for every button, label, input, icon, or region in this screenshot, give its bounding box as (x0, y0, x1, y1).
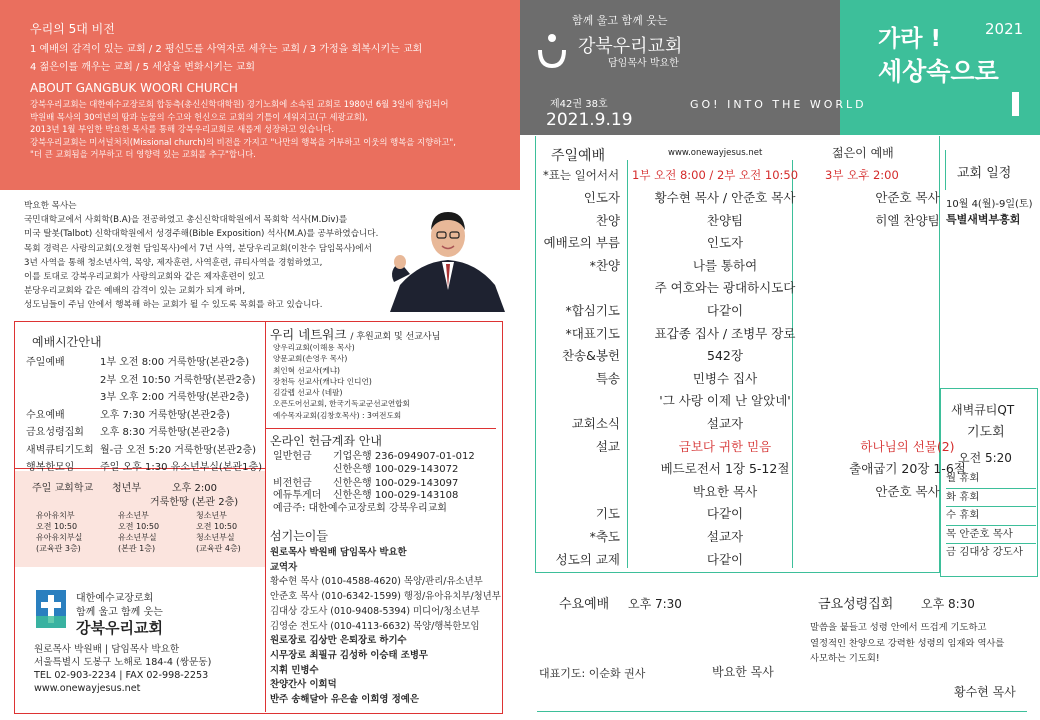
bio-line: 박요한 목사는 (24, 201, 77, 211)
bio-line: 미국 탈봇(Talbot) 신학대학원에서 성경주해(Bible Exposition) 석사(M.A)를 공부하였습니다. (24, 229, 379, 240)
church-name: 강북우리교회 (578, 36, 683, 57)
youth-title: 젊은이 예배 (832, 146, 894, 160)
servant-line: 교역자 (270, 561, 298, 573)
order-row (520, 368, 990, 390)
offering-title: 온라인 헌금계좌 안내 (270, 434, 382, 448)
servant-line: 안준호 목사 (010-6342-1599) 행정/유아유치부/청년부 (270, 591, 501, 603)
order-label: 찬양 (595, 212, 620, 228)
dept-time: 오전 10:50 (36, 522, 78, 531)
servant-line: 황수현 목사 (010-4588-4620) 목양/관리/유소년부 (270, 576, 483, 588)
order-row (520, 277, 990, 299)
order-label: *찬양 (589, 257, 620, 273)
order-label: 특송 (595, 370, 620, 386)
church-url: www.onewayjesus.net (668, 148, 763, 158)
offering-label: 일반헌금 (273, 451, 312, 462)
about-line: 강북우리교회는 미셔널처치(Missional church)의 비전을 가지고 "나만의 행복을 거부하고 이웃의 행복을 지향하고", (30, 136, 456, 147)
bio-line: 3년 사역을 통해 청소년사역, 목양, 제자훈련, 사역훈련, 큐티사역을 경험하였고, (24, 257, 323, 268)
dept-place: 유아유치부실 (36, 533, 83, 542)
friday-leader: 황수현 목사 (954, 685, 1016, 699)
wednesday-prayer: 대표기도: 이순화 권사 (539, 667, 646, 680)
schedule-event: 특별새벽부흥회 (946, 213, 1021, 226)
offering-account: 신한은행 100-029-143108 (333, 490, 459, 501)
order-value: 나를 통하여 (692, 257, 758, 273)
service-time: 월-금 오전 5:20 거룩한땅(본관2층) (100, 444, 257, 456)
network-item: 최인혁 선교사(케냐) (273, 365, 341, 375)
friday-line: 말씀을 붙들고 성령 안에서 뜨겁게 기도하고 (810, 622, 987, 633)
order-label: 인도자 (583, 190, 620, 205)
order-row (520, 458, 990, 480)
servant-line: 원로목사 박원배 담임목사 박요한 (270, 547, 407, 558)
contact-info-line: TEL 02-903-2234 | FAX 02-998-2253 (34, 670, 209, 681)
order-label: 예배로의 부름 (543, 235, 620, 251)
header-panel (520, 0, 840, 135)
order-row (520, 481, 990, 503)
youth-order-value: 하나님의 선물(2) (860, 438, 955, 454)
about-panel (0, 0, 520, 190)
order-row (520, 323, 990, 345)
order-label: *축도 (589, 529, 620, 544)
service-name: 새벽큐티기도회 (26, 444, 94, 456)
servant-line: 원로장로 김상만 은퇴장로 하기수 (270, 635, 407, 647)
offering-list (273, 451, 498, 515)
qt-row: 목 안준호 목사 (946, 526, 1036, 545)
schedule-title: 교회 일정 (957, 166, 1012, 181)
order-row (520, 503, 990, 525)
contact-church: 강북우리교회 (76, 619, 163, 637)
vision-line: 1 예배의 감격이 있는 교회 / 2 평신도를 사역자로 세우는 교회 / 3 가정을 회복시키는 교회 (30, 44, 423, 55)
order-value: 인도자 (706, 235, 744, 251)
dept-item (118, 510, 178, 554)
service-times: 1부 오전 8:00 / 2부 오전 10:50 (632, 168, 799, 182)
order-row (520, 232, 990, 254)
offering-label: 비전헌금 (273, 477, 312, 489)
banner-panel (840, 0, 1040, 135)
order-label: 찬송&봉헌 (561, 348, 620, 364)
order-value: '그 사랑 이제 난 알았네' (659, 393, 791, 409)
network-item: 양문교회(손영우 목사) (273, 354, 348, 364)
dept-name: 유소년부 (118, 511, 149, 520)
order-value: 금보다 귀한 믿음 (678, 438, 772, 454)
service-time: 1부 오전 8:00 거룩한땅(본관2층) (100, 357, 250, 368)
order-value: 황수현 목사 / 안준호 목사 (654, 190, 796, 205)
order-value: 찬양팀 (706, 212, 744, 228)
church-logo-icon (536, 30, 568, 70)
friday-time: 오후 8:30 (921, 597, 975, 611)
box-divider (265, 322, 266, 712)
bio-line: 목회 경력은 사랑의교회(오정현 담임목사)에서 7년 사역, 분당우리교회(이찬수 담임목사)에서 (24, 243, 372, 254)
offering-holder: 예금주: 대한예수교장로회 강북우리교회 (273, 502, 447, 514)
about-line: 2013년 1월 부임한 박요한 목사를 통해 강북우리교회로 새롭게 성장하고 있습니다. (30, 124, 335, 134)
servant-line: 지휘 민병수 (270, 664, 319, 676)
dept-place: 청소년부실 (196, 533, 235, 542)
banner-tagline: GO! INTO THE WORLD (690, 98, 867, 111)
schedule-date: 10월 4(월)-9일(토) (946, 199, 1033, 210)
dept-time: 오전 10:50 (118, 522, 160, 531)
qt-title: 새벽큐티QT (951, 403, 1015, 417)
network-sub: / 후원교회 및 선교사님 (350, 332, 441, 342)
friday-line: 열정적인 찬양으로 강력한 성령의 임재와 역사를 (810, 637, 1005, 649)
order-label: *대표기도 (565, 325, 620, 341)
wednesday-preacher: 박요한 목사 (712, 665, 774, 679)
contact-info-line: 서울특별시 도봉구 노해로 184-4 (쌍문동) (34, 657, 212, 668)
servant-line: 찬양간사 이희덕 (270, 679, 337, 691)
service-name: 주일예배 (26, 357, 65, 368)
service-time: 오후 8:30 거룩한땅(본관2층) (100, 427, 230, 438)
network-item: 예수목자교회(김창호목사) : 3여전도회 (273, 410, 402, 420)
order-value: 표갑종 집사 / 조병무 장로 (654, 325, 796, 341)
order-value: 다같이 (706, 506, 744, 522)
contact-info-line: www.onewayjesus.net (34, 683, 141, 694)
vision-line: 4 젊은이를 깨우는 교회 / 5 세상을 변화시키는 교회 (30, 62, 256, 73)
order-value: 설교자 (706, 416, 744, 431)
box-divider (266, 428, 496, 429)
contact-info-line: 원로목사 박원배 | 담임목사 박요한 (34, 644, 180, 655)
contact-info (34, 643, 211, 695)
youth-order-value: 히엘 찬양팀 (875, 212, 940, 228)
cross-logo-icon (36, 590, 66, 628)
network-item: 김갈렙 선교사 (네팔) (273, 388, 343, 398)
dept-name: 청소년부 (196, 511, 227, 520)
contact-line: 대한예수교장로회 (76, 593, 154, 604)
offering-account: 기업은행 236-094907-01-012 (333, 451, 475, 462)
header-pastor: 담임목사 박요한 (608, 58, 679, 69)
order-value: 다같이 (706, 551, 744, 567)
about-line: 박원배 목사의 30여년의 땀과 눈물의 수고와 헌신으로 교회의 기틀이 세워지고(구 세광교회), (30, 111, 368, 122)
qt-row: 월 휴회 (946, 470, 1036, 489)
about-line: "더 큰 교회됨을 거부하고 더 영향력 있는 교회를 추구"합니다. (30, 149, 256, 159)
dept-room: (교육관 4층) (196, 544, 241, 553)
order-row (520, 255, 990, 277)
network-item: 장천득 선교사(캐나다 인디언) (273, 376, 372, 386)
offering-account: 신한은행 100-029-143097 (333, 477, 459, 489)
banner-bar (1012, 92, 1019, 116)
stand-note: *표는 일어서서 (543, 168, 620, 182)
order-row (520, 187, 990, 209)
order-value: 박요한 목사 (692, 483, 758, 499)
bio-line: 성도님들이 주님 안에서 행복해 하는 교회가 될 수 있도록 목회를 하고 있습니다. (24, 300, 323, 311)
youth-order-value: 안준호 목사 (875, 190, 940, 205)
bio-line: 이를 토대로 강북우리교회가 사랑의교회와 같은 제자훈련이 있고 (24, 272, 265, 283)
network-item: 양우리교회(이해용 목사) (273, 343, 355, 352)
friday-line: 사모하는 기도회! (810, 653, 880, 664)
pastor-bio (24, 199, 404, 313)
order-value: 다같이 (706, 303, 744, 318)
bio-line: 분당우리교회와 같은 예배의 감격이 있는 교회가 되게 하며, (24, 286, 246, 297)
about-line: 강북우리교회는 대한예수교장로회 합동측(총신신학대학원) 경기노회에 소속된 교회로 1980년 6월 3일에 창립되어 (30, 99, 449, 109)
bulletin-date: 2021.9.19 (546, 110, 633, 130)
order-value: 설교자 (706, 529, 744, 544)
wednesday-time: 오후 7:30 (628, 597, 682, 611)
dept-item (196, 510, 256, 554)
qt-row: 화 휴회 (946, 489, 1036, 508)
vision-title: 우리의 5대 비전 (30, 22, 115, 36)
order-row (520, 436, 990, 458)
network-title-text: 우리 네트워크 (270, 327, 347, 342)
dept-place: 유소년부실 (118, 533, 157, 542)
network-list (273, 342, 410, 421)
order-row (520, 210, 990, 232)
issue-number: 제42권 38호 (550, 99, 608, 110)
order-label: 성도의 교제 (555, 551, 620, 567)
qt-row: 금 김대상 강도사 (946, 546, 1023, 558)
about-title: ABOUT GANGBUK WOORI CHURCH (30, 81, 238, 95)
service-name: 수요예배 (26, 409, 65, 421)
school-dept: 청년부 (112, 483, 141, 494)
service-time: 오후 7:30 거룩한땅(본관2층) (100, 409, 230, 421)
wednesday-title: 수요예배 (559, 597, 610, 612)
youth-time: 3부 오후 2:00 (825, 168, 899, 182)
servant-line: 시무장로 최필규 김성하 이승태 조병무 (270, 649, 428, 661)
dept-item (36, 510, 96, 554)
order-row (520, 300, 990, 322)
qt-list (946, 470, 1036, 562)
slogan: 함께 울고 함께 웃는 (572, 14, 668, 27)
friday-title: 금요성령집회 (818, 597, 894, 612)
school-place: 거룩한땅 (본관 2층) (150, 497, 239, 508)
dept-room: (교육관 3층) (36, 544, 81, 553)
banner-line: 가라 ! (878, 26, 941, 52)
service-time: 2부 오전 10:50 거룩한땅(본관2층) (100, 374, 256, 386)
order-row (520, 526, 990, 548)
qt-time: 오전 5:20 (958, 451, 1012, 465)
order-row (520, 345, 990, 367)
dept-room: (본관 1층) (118, 544, 156, 553)
servant-line: 김영순 전도사 (010-4113-6632) 목양/행복한모임 (270, 620, 480, 632)
service-time: 3부 오후 2:00 거룩한땅(본관2층) (100, 392, 250, 403)
order-value: 민병수 집사 (692, 370, 758, 386)
banner-line: 세상속으로 (878, 57, 999, 86)
order-row (520, 549, 990, 571)
youth-order-value: 출애굽기 20장 1-6절 (849, 461, 966, 477)
dept-name: 유아유치부 (36, 511, 75, 520)
order-label: *합심기도 (565, 303, 620, 318)
sunday-title: 주일예배 (551, 148, 606, 164)
friday-text (810, 620, 1004, 667)
order-bottom (535, 572, 940, 573)
offering-account: 신한은행 100-029-143072 (333, 463, 459, 475)
order-label: 기도 (595, 506, 620, 522)
school-time: 오후 2:00 (172, 483, 217, 494)
order-value: 베드로전서 1장 5-12절 (660, 461, 790, 477)
service-name: 금요성령집회 (26, 427, 84, 438)
network-title (270, 325, 440, 343)
servant-line: 반주 송해달아 유은솔 이희영 정예은 (270, 694, 419, 706)
page-bottom-line (537, 711, 1027, 712)
pastor-photo (380, 200, 515, 312)
order-value: 542장 (707, 348, 743, 364)
servants-list (270, 546, 501, 708)
order-label: 교회소식 (571, 416, 620, 431)
order-label: 설교 (595, 438, 620, 454)
school-title: 주일 교회학교 (32, 483, 94, 494)
dept-time: 오전 10:50 (196, 522, 238, 531)
network-item: 오픈도어선교회, 한국기독교군선교연합회 (273, 399, 410, 409)
servant-line: 김대상 강도사 (010-9408-5394) 미디어/청소년부 (270, 605, 480, 617)
order-row (520, 413, 990, 435)
servants-title: 섬기는이들 (270, 529, 328, 543)
offering-label: 에듀투게더 (273, 490, 322, 501)
qt-row: 수 휴회 (946, 507, 1036, 526)
worship-info-title: 예배시간안내 (32, 335, 102, 349)
bio-line: 국민대학교에서 사회학(B.A)을 전공하였고 총신신학대학원에서 목회학 석사(M.Div)를 (24, 215, 348, 226)
banner-year: 2021 (985, 20, 1024, 38)
order-row (520, 390, 990, 412)
order-value: 주 여호와는 광대하시도다 (654, 280, 796, 296)
qt-title: 기도회 (967, 425, 1005, 440)
service-time: 주일 오후 1:30 유소년부실(본관1층) (100, 462, 263, 473)
about-text (30, 98, 456, 161)
service-name: 행복한모임 (26, 462, 75, 473)
contact-line: 함께 울고 함께 웃는 (76, 607, 163, 618)
youth-order-value: 안준호 목사 (875, 483, 940, 499)
